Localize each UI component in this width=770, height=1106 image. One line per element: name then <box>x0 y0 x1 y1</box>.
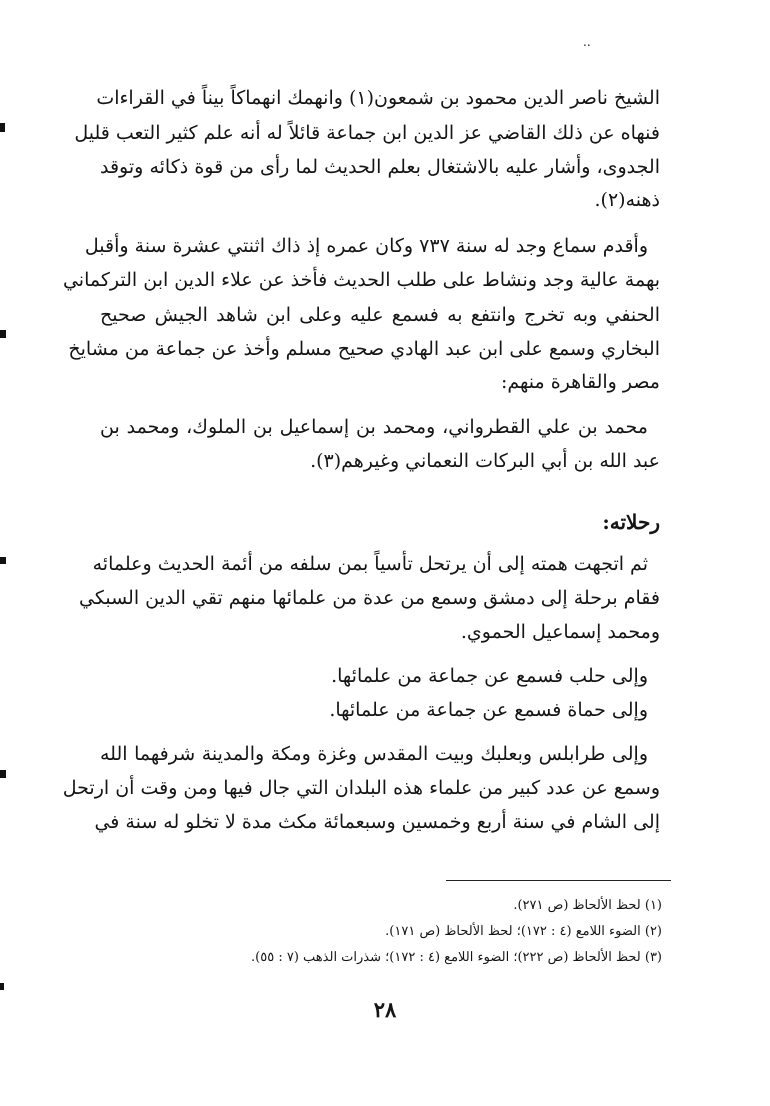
text-line: بهمة عالية وجد ونشاط على طلب الحديث فأخذ عن علاء الدين ابن التركماني <box>62 269 660 291</box>
footnote: (١) لحظ الألحاظ (ص ٢٧١). <box>513 898 662 913</box>
binding-mark <box>0 557 6 564</box>
binding-mark <box>0 123 5 132</box>
text-line: وإلى طرابلس وبعلبك وبيت المقدس وغزة ومكة والمدينة شرفهما الله <box>100 743 648 765</box>
text-line: عبد الله بن أبي البركات النعماني وغيرهم(٣). <box>310 450 660 472</box>
binding-mark <box>0 330 6 338</box>
text-line: مصر والقاهرة منهم: <box>500 371 660 393</box>
top-speck: .. <box>583 35 591 49</box>
binding-mark <box>0 770 6 778</box>
text-line: وسمع عن عدد كبير من علماء هذه البلدان التي جال فيها ومن وقت أن ارتحل <box>62 777 660 799</box>
text-line: فنهاه عن ذلك القاضي عز الدين ابن جماعة قائلاً له أنه علم كثير التعب قليل <box>74 122 660 144</box>
text-line: الجدوى، وأشار عليه بالاشتغال بعلم الحديث لما رأى من قوة ذكائه وتوقد <box>100 156 660 178</box>
binding-mark <box>0 983 4 990</box>
text-line: محمد بن علي القطرواني، ومحمد بن إسماعيل بن الملوك، ومحمد بن <box>100 416 648 438</box>
text-line: فقام برحلة إلى دمشق وسمع من عدة من علمائها منهم تقي الدين السبكي <box>79 587 660 609</box>
text-line: إلى الشام في سنة أربع وخمسين وسبعمائة مكث مدة لا تخلو له سنة في <box>94 811 660 833</box>
footnote: (٢) الضوء اللامع (٤ : ١٧٢)؛ لحظ الألحاظ (ص ١٧١). <box>385 924 662 939</box>
text-line: وإلى حماة فسمع عن جماعة من علمائها. <box>329 699 648 721</box>
footnote: (٣) لحظ الألحاظ (ص ٢٢٢)؛ الضوء اللامع (٤ : ١٧٢)؛ شذرات الذهب (٧ : ٥٥). <box>251 950 662 965</box>
page-number: ٢٨ <box>373 997 397 1022</box>
text-line: الشيخ ناصر الدين محمود بن شمعون(١) وانهمك انهماكاً بيناً في القراءات <box>96 87 660 109</box>
text-line: ذهنه(٢). <box>594 189 660 211</box>
text-line: وإلى حلب فسمع عن جماعة من علمائها. <box>331 665 648 687</box>
text-line: ومحمد إسماعيل الحموي. <box>460 621 660 643</box>
text-line: البخاري وسمع على ابن عبد الهادي صحيح مسلم وأخذ عن جماعة من مشايخ <box>68 338 660 360</box>
text-line: وأقدم سماع وجد له سنة ٧٣٧ وكان عمره إذ ذاك اثنتي عشرة سنة وأقبل <box>84 235 648 257</box>
text-line: ثم اتجهت همته إلى أن يرتحل تأسياً بمن سلفه من أئمة الحديث وعلمائه <box>92 553 648 575</box>
footnote-rule <box>446 880 671 881</box>
text-line: الحنفي وبه تخرج وانتفع به فسمع عليه وعلى ابن شاهد الجيش صحيح <box>100 304 660 326</box>
section-heading: رحلاته: <box>602 510 660 534</box>
